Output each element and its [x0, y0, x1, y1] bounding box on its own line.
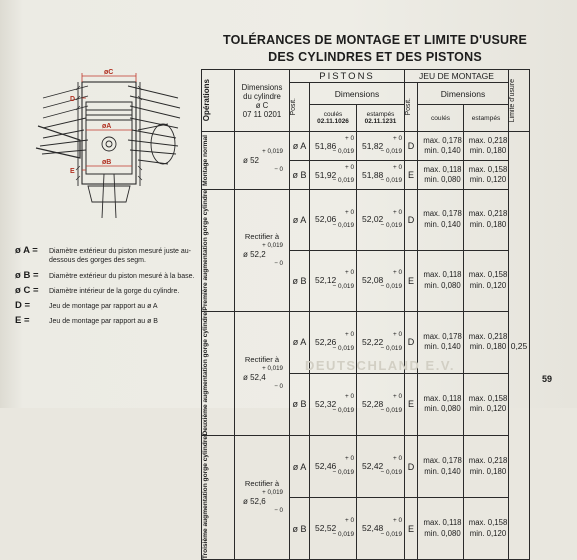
title-line-2: DES CYLINDRES ET DES PISTONS [268, 50, 482, 64]
tolerance-upper: + 0 [344, 393, 354, 401]
tolerance-upper: + 0 [344, 134, 354, 142]
piston-estampes-cell [357, 190, 405, 251]
tolerance-lower: − 0,019 [332, 531, 354, 539]
jeu-coules-cell [418, 373, 464, 435]
tolerance-lower: − 0,019 [332, 148, 354, 156]
limit-value-cell: 0,25 [509, 132, 530, 560]
nominal-value: 52,52 [315, 523, 337, 534]
header-cylinder-dimensions: Dimensions du cylindre ø C 07 11 0201 [235, 70, 290, 132]
jeu-min: min. 0,080 [424, 175, 461, 184]
jeu-estampes-cell [464, 190, 509, 251]
header-posit-jeu: Posit. [405, 83, 418, 132]
piston-position: ø B [290, 373, 310, 435]
jeu-max: max. 0,118 [423, 270, 462, 280]
jeu-estampes-cell [464, 161, 509, 190]
jeu-max: max. 0,158 [468, 270, 508, 280]
nominal-value: 52,48 [362, 523, 384, 534]
tolerance-upper: + 0 [392, 208, 402, 216]
diagram-label-a: øA [102, 123, 112, 130]
piston-coules-cell [310, 132, 357, 161]
piston-position: ø A [290, 132, 310, 161]
piston-position: ø B [290, 498, 310, 560]
jeu-min: min. 0,120 [469, 280, 507, 290]
tolerance-upper: + 0 [344, 455, 354, 463]
header-jeu: JEU DE MONTAGE [405, 70, 509, 83]
header-dimensions-jeu: Dimensions [418, 83, 509, 105]
jeu-coules-cell [418, 498, 464, 560]
header-dimensions-pistons: Dimensions [310, 83, 405, 105]
jeu-max: max. 0,178 [423, 209, 462, 219]
piston-estampes-cell [357, 436, 405, 498]
operation-label: Troisième augmentation gorge cylindre [202, 436, 209, 560]
header-jeu-coules: coulés [418, 105, 464, 132]
tolerance-upper: + 0 [392, 163, 402, 171]
jeu-position: D [405, 132, 418, 161]
jeu-max: max. 0,218 [468, 209, 508, 219]
piston-cylinder-diagram [18, 68, 198, 238]
nominal-value: 51,82 [362, 140, 384, 151]
header-posit-pistons: Posit. [290, 83, 310, 132]
jeu-min: min. 0,080 [424, 280, 461, 290]
nominal-value: 51,86 [315, 140, 337, 151]
nominal-value: 52,32 [315, 399, 337, 410]
jeu-max: max. 0,158 [468, 164, 508, 174]
tolerance-upper: + 0 [392, 134, 402, 142]
tolerance-lower: − 0 [274, 166, 283, 173]
nominal-value: 52,22 [362, 336, 384, 347]
piston-position: ø B [290, 250, 310, 311]
legend-text: Diamètre extérieur du piston mesuré à la base. [49, 272, 195, 280]
piston-estampes-cell [357, 373, 405, 435]
jeu-max: max. 0,178 [423, 135, 462, 145]
cylinder-dimension-cell [235, 436, 290, 560]
jeu-min: min. 0,180 [469, 146, 507, 155]
cylinder-nominal: ø 52,4 [243, 373, 266, 383]
tolerance-lower: − 0,019 [380, 148, 402, 156]
legend-item [15, 246, 195, 266]
jeu-max: max. 0,218 [468, 456, 508, 466]
nominal-value: 52,02 [362, 214, 384, 225]
jeu-coules-cell [418, 190, 464, 251]
jeu-position: E [405, 373, 418, 435]
legend-key: D = [15, 300, 31, 312]
tolerance-upper: + 0 [344, 163, 354, 171]
jeu-max: max. 0,178 [423, 456, 462, 466]
tolerance-lower: − 0 [274, 507, 283, 515]
jeu-max: max. 0,158 [468, 518, 508, 528]
piston-estampes-cell [357, 250, 405, 311]
legend-item [15, 271, 195, 281]
tolerance-lower: − 0,019 [332, 177, 354, 185]
operation-label: Deuxième augmentation gorge cylindre [202, 311, 209, 436]
tolerance-lower: − 0,019 [380, 531, 402, 539]
tolerance-upper: + 0,019 [262, 242, 283, 250]
jeu-max: max. 0,218 [468, 135, 508, 145]
piston-position: ø B [290, 161, 310, 190]
table-row [202, 132, 530, 161]
piston-position: ø A [290, 311, 310, 373]
operation-cell [202, 132, 235, 190]
legend-text: Jeu de montage par rapport au ø A [49, 303, 158, 311]
piston-coules-cell [310, 373, 357, 435]
tolerance-lower: − 0,019 [380, 406, 402, 414]
jeu-max: max. 0,118 [423, 518, 462, 528]
tolerance-lower: − 0,019 [332, 222, 354, 230]
piston-estampes-cell [357, 161, 405, 190]
header-pistons: PISTONS [290, 70, 405, 83]
piston-estampes-cell [357, 132, 405, 161]
jeu-coules-cell [418, 250, 464, 311]
jeu-coules-cell [418, 132, 464, 161]
tolerance-upper: + 0 [392, 330, 402, 338]
tolerance-upper: + 0,019 [262, 148, 283, 155]
tolerance-upper: + 0,019 [262, 489, 283, 497]
cylinder-action: Rectifier à [244, 478, 280, 488]
jeu-min: min. 0,180 [469, 466, 507, 476]
jeu-coules-cell [418, 161, 464, 190]
header-operations: Opérations [202, 70, 235, 132]
header-jeu-estampes: estampés [464, 105, 509, 132]
jeu-estampes-cell [464, 373, 509, 435]
watermark: DEUTSCHLAND E.V. [305, 358, 455, 373]
tolerance-lower: − 0 [274, 260, 283, 268]
legend-text: Diamètre extérieur du piston mesuré juste au-dessous des gorges des segm. [49, 248, 192, 265]
jeu-estampes-cell [464, 132, 509, 161]
tolerance-table [201, 69, 530, 560]
tolerance-upper: + 0 [392, 393, 402, 401]
legend-item [15, 316, 195, 326]
nominal-value: 52,06 [315, 214, 337, 225]
operation-cell [202, 436, 235, 560]
nominal-value: 52,42 [362, 461, 384, 472]
jeu-estampes-cell [464, 311, 509, 373]
jeu-min: min. 0,180 [469, 342, 507, 352]
jeu-coules-cell [418, 436, 464, 498]
piston-coules-cell [310, 250, 357, 311]
diagram-label-d: D [70, 96, 76, 103]
jeu-min: min. 0,140 [424, 146, 461, 155]
cylinder-dimension-cell [235, 132, 290, 190]
nominal-value: 51,92 [315, 169, 337, 180]
nominal-value: 51,88 [362, 169, 384, 180]
jeu-position: D [405, 190, 418, 251]
nominal-value: 52,12 [315, 275, 337, 286]
table-row [202, 190, 530, 251]
jeu-max: max. 0,178 [423, 331, 462, 341]
table-row [202, 436, 530, 498]
nominal-value: 52,28 [362, 399, 384, 410]
tolerance-upper: + 0 [392, 455, 402, 463]
tolerance-lower: − 0,019 [380, 177, 402, 185]
tolerance-lower: − 0,019 [380, 468, 402, 476]
diagram-label-c: øC [104, 69, 114, 76]
legend-text: Diamètre intérieur de la gorge du cylindre. [49, 287, 180, 295]
cylinder-action: Rectifier à [244, 231, 280, 241]
tolerance-upper: + 0 [392, 269, 402, 277]
jeu-min: min. 0,120 [469, 404, 507, 414]
operation-label: Première augmentation gorge cylindre [202, 190, 209, 311]
jeu-min: min. 0,120 [469, 175, 507, 184]
piston-coules-cell [310, 436, 357, 498]
header-coules: coulés 02.11.1026 [310, 105, 357, 132]
tolerance-lower: − 0,019 [332, 283, 354, 291]
jeu-position: D [405, 311, 418, 373]
jeu-min: min. 0,080 [424, 528, 461, 538]
jeu-position: E [405, 498, 418, 560]
jeu-min: min. 0,140 [424, 219, 461, 229]
legend-key: E = [15, 315, 30, 327]
jeu-min: min. 0,180 [469, 219, 507, 229]
header-estampes: estampés 02.11.1231 [357, 105, 405, 132]
jeu-max: max. 0,218 [468, 331, 508, 341]
jeu-min: min. 0,080 [424, 404, 461, 414]
tolerance-lower: − 0 [274, 383, 283, 391]
jeu-estampes-cell [464, 250, 509, 311]
page-number: 59 [542, 374, 553, 384]
cylinder-nominal: ø 52,6 [243, 497, 266, 507]
jeu-min: min. 0,140 [424, 342, 461, 352]
tolerance-lower: − 0,019 [380, 344, 402, 352]
diagram-label-e: E [70, 168, 75, 175]
cylinder-dimension-cell [235, 190, 290, 312]
jeu-min: min. 0,140 [424, 466, 461, 476]
operation-label: Montage normal [202, 135, 209, 186]
tolerance-upper: + 0 [344, 269, 354, 277]
page-title [200, 32, 550, 66]
jeu-position: D [405, 436, 418, 498]
legend-key: ø B = [15, 269, 39, 281]
legend-key: ø C = [15, 284, 39, 296]
legend-item [15, 286, 195, 296]
operation-cell [202, 311, 235, 435]
jeu-max: max. 0,118 [423, 164, 462, 174]
jeu-position: E [405, 161, 418, 190]
tolerance-lower: − 0,019 [332, 344, 354, 352]
tolerance-lower: − 0,019 [332, 406, 354, 414]
tolerance-lower: − 0,019 [380, 283, 402, 291]
legend [15, 246, 195, 332]
jeu-max: max. 0,158 [468, 393, 508, 403]
jeu-position: E [405, 250, 418, 311]
piston-coules-cell [310, 498, 357, 560]
cylinder-nominal: ø 52 [243, 156, 260, 165]
jeu-estampes-cell [464, 498, 509, 560]
nominal-value: 52,08 [362, 275, 384, 286]
cylinder-dimension-cell [235, 311, 290, 435]
legend-item [15, 301, 195, 311]
piston-position: ø A [290, 436, 310, 498]
tolerance-lower: − 0,019 [332, 468, 354, 476]
tolerance-upper: + 0,019 [262, 365, 283, 373]
nominal-value: 52,46 [315, 461, 337, 472]
operation-cell [202, 190, 235, 312]
tolerance-upper: + 0 [344, 208, 354, 216]
piston-position: ø A [290, 190, 310, 251]
legend-text: Jeu de montage par rapport au ø B [49, 318, 158, 326]
header-limite: Limite d'usure [509, 70, 530, 132]
piston-coules-cell [310, 161, 357, 190]
legend-key: ø A = [15, 245, 38, 256]
jeu-estampes-cell [464, 436, 509, 498]
tolerance-upper: + 0 [344, 517, 354, 525]
piston-coules-cell [310, 190, 357, 251]
jeu-max: max. 0,118 [423, 393, 462, 403]
nominal-value: 52,26 [315, 336, 337, 347]
tolerance-upper: + 0 [392, 517, 402, 525]
cylinder-action: Rectifier à [244, 354, 280, 364]
tolerance-lower: − 0,019 [380, 222, 402, 230]
piston-estampes-cell [357, 498, 405, 560]
tolerance-upper: + 0 [344, 330, 354, 338]
diagram-label-b: øB [102, 159, 112, 166]
title-line-1: TOLÉRANCES DE MONTAGE ET LIMITE D'USURE [222, 33, 528, 47]
cylinder-nominal: ø 52,2 [243, 250, 266, 260]
jeu-min: min. 0,120 [469, 528, 507, 538]
